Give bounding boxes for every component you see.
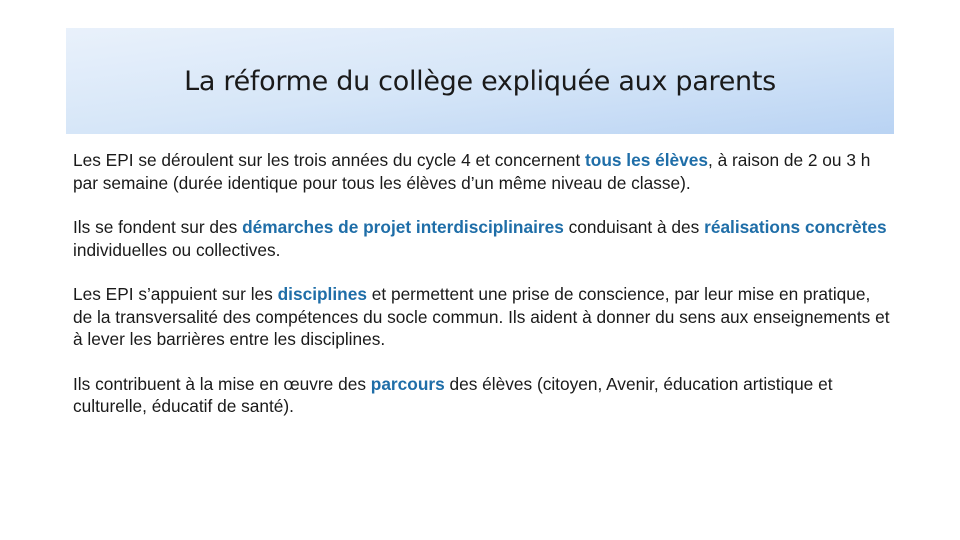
paragraph-4 [73,373,893,418]
paragraph-3 [73,283,893,351]
paragraph-text: et permettent une prise de conscience, par leur mise en pratique, de la transversalité des compétences du socle commun. Ils aident à donner du sens aux enseignements et à lever les barrières entre les disciplines. [73,284,890,349]
slide-body [73,149,893,440]
paragraph-text: Ils contribuent à la mise en œuvre des [73,373,371,394]
paragraph-text: Les EPI se déroulent sur les trois années du cycle 4 et concernent [73,150,586,170]
highlight-realisations-concretes: réalisations concrètes [704,217,887,237]
highlight-demarches-de-projet: démarches de projet interdisciplinaires [242,217,564,237]
page-title: La réforme du collège expliquée aux parents [184,65,776,97]
paragraph-2 [73,216,893,261]
highlight-tous-les-eleves: tous les élèves [585,150,708,170]
paragraph-text: individuelles ou collectives. [73,239,281,260]
highlight-parcours: parcours [370,373,445,394]
title-banner [66,28,894,134]
paragraph-text: des élèves (citoyen, Avenir, éducation artistique et culturelle, éducatif de santé). [73,373,833,416]
paragraph-text: , à raison de 2 ou 3 h par semaine (durée identique pour tous les élèves d’un même niveau de classe). [73,150,871,193]
paragraph-text: Ils se fondent sur des [73,217,243,237]
highlight-disciplines: disciplines [277,284,367,304]
paragraph-1 [73,149,893,194]
paragraph-text: conduisant à des [563,217,705,237]
paragraph-text: Les EPI s’appuient sur les [73,284,278,304]
